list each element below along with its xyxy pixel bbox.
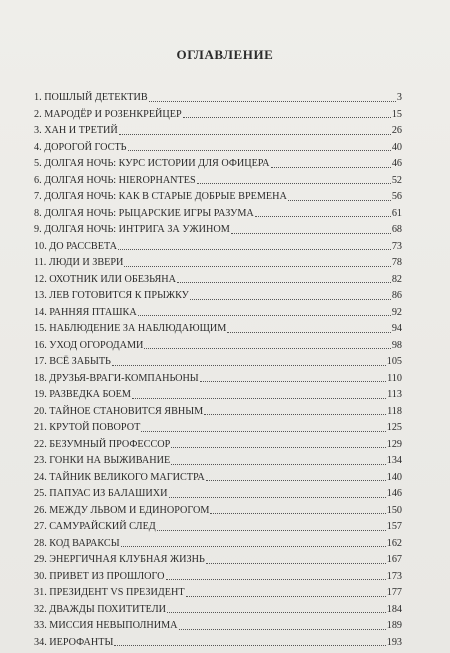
toc-entry-title: 31. ПРЕЗИДЕНТ VS ПРЕЗИДЕНТ	[34, 587, 185, 598]
toc-entry	[34, 569, 402, 586]
toc-entry-page: 92	[391, 306, 402, 318]
toc-entry-page: 193	[386, 636, 402, 648]
dot-leader	[166, 579, 386, 580]
dot-leader	[171, 447, 385, 448]
dot-leader	[186, 596, 386, 597]
toc-entry-page: 73	[391, 240, 402, 252]
toc-entry	[34, 552, 402, 569]
dot-leader	[227, 332, 391, 333]
toc-entry-page: 26	[391, 125, 402, 136]
toc-entry	[34, 503, 402, 520]
toc-entry-page: 140	[386, 471, 402, 483]
dot-leader	[271, 167, 391, 168]
toc-entry	[34, 239, 402, 256]
toc-entry-page: 173	[386, 570, 402, 582]
toc-entry-page: 110	[387, 372, 402, 384]
toc-entry-page: 40	[391, 141, 402, 153]
dot-leader	[169, 497, 386, 498]
toc-entry-page: 94	[391, 323, 402, 334]
toc-entry-page: 162	[386, 537, 402, 549]
toc-entry-page: 118	[387, 405, 402, 417]
toc-entry-page: 105	[386, 356, 402, 367]
toc-entry-title: 4. ДОРОГОЙ ГОСТЬ	[34, 141, 127, 153]
dot-leader	[112, 365, 386, 366]
dot-leader	[138, 315, 391, 316]
toc-entry-title: 27. САМУРАЙСКИЙ СЛЕД	[34, 521, 156, 532]
toc-entry-title: 10. ДО РАССВЕТА	[34, 240, 118, 252]
toc-entry-title: 12. ОХОТНИК ИЛИ ОБЕЗЬЯНА	[34, 273, 176, 285]
toc-entry	[34, 338, 402, 355]
toc-entry-page: 82	[391, 273, 402, 285]
toc-entry-title: 21. КРУТОЙ ПОВОРОТ	[34, 422, 141, 433]
toc-entry	[34, 173, 402, 190]
toc-entry	[34, 305, 402, 322]
toc-entry-title: 23. ГОНКИ НА ВЫЖИВАНИЕ	[34, 455, 171, 466]
toc-entry	[34, 321, 402, 338]
toc-entry-page: 146	[386, 488, 402, 499]
toc-entry	[34, 90, 402, 107]
toc-entry	[34, 107, 402, 124]
toc-entry	[34, 140, 402, 157]
toc-entry-title: 9. ДОЛГАЯ НОЧЬ: ИНТРИГА ЗА УЖИНОМ	[34, 224, 230, 235]
toc-entry	[34, 404, 402, 421]
dot-leader	[157, 530, 386, 531]
toc-entry	[34, 486, 402, 503]
toc-entry-title: 30. ПРИВЕТ ИЗ ПРОШЛОГО	[34, 570, 165, 582]
toc-entry-title: 15. НАБЛЮДЕНИЕ ЗА НАБЛЮДАЮЩИМ	[34, 323, 227, 334]
dot-leader	[204, 414, 386, 415]
toc-entry-page: 3	[396, 92, 402, 103]
toc-entry-page: 134	[386, 455, 402, 466]
toc-entry-page: 150	[386, 504, 402, 516]
dot-leader	[121, 546, 386, 547]
dot-leader	[119, 134, 391, 135]
table-of-contents	[34, 90, 402, 651]
toc-entry	[34, 602, 402, 619]
toc-entry-page: 98	[391, 339, 402, 351]
toc-entry-page: 46	[391, 158, 402, 169]
toc-entry	[34, 222, 402, 239]
toc-entry-title: 20. ТАЙНОЕ СТАНОВИТСЯ ЯВНЫМ	[34, 405, 204, 417]
toc-entry	[34, 156, 402, 173]
dot-leader	[197, 183, 391, 184]
toc-entry	[34, 453, 402, 470]
toc-entry	[34, 437, 402, 454]
dot-leader	[177, 282, 391, 283]
toc-entry-title: 11. ЛЮДИ И ЗВЕРИ	[34, 257, 124, 268]
toc-entry-title: 17. ВСЁ ЗАБЫТЬ	[34, 356, 111, 367]
toc-entry-title: 14. РАННЯЯ ПТАШКА	[34, 306, 137, 318]
toc-entry-title: 29. ЭНЕРГИЧНАЯ КЛУБНАЯ ЖИЗНЬ	[34, 554, 205, 565]
toc-entry	[34, 387, 402, 404]
toc-entry	[34, 123, 402, 140]
toc-entry-page: 61	[391, 207, 402, 219]
dot-leader	[114, 645, 385, 646]
toc-entry	[34, 519, 402, 536]
toc-entry-title: 34. ИЕРОФАНТЫ	[34, 636, 114, 648]
toc-entry-title: 32. ДВАЖДЫ ПОХИТИТЕЛИ	[34, 603, 167, 615]
dot-leader	[183, 117, 391, 118]
toc-entry-title: 2. МАРОДЁР И РОЗЕНКРЕЙЦЕР	[34, 108, 182, 120]
toc-entry-title: 6. ДОЛГАЯ НОЧЬ: HIEROPHANTES	[34, 174, 196, 186]
dot-leader	[206, 480, 386, 481]
toc-entry-page: 167	[386, 554, 402, 565]
dot-leader	[118, 249, 391, 250]
toc-entry-title: 1. ПОШЛЫЙ ДЕТЕКТИВ	[34, 92, 148, 103]
toc-entry	[34, 206, 402, 223]
toc-entry-title: 3. ХАН И ТРЕТИЙ	[34, 125, 118, 136]
toc-entry	[34, 618, 402, 635]
toc-entry-title: 18. ДРУЗЬЯ-ВРАГИ-КОМПАНЬОНЫ	[34, 372, 199, 384]
toc-entry	[34, 272, 402, 289]
toc-entry-title: 25. ПАПУАС ИЗ БАЛАШИХИ	[34, 488, 168, 499]
toc-entry-title: 19. РАЗВЕДКА БОЕМ	[34, 389, 131, 400]
toc-entry-title: 26. МЕЖДУ ЛЬВОМ И ЕДИНОРОГОМ	[34, 504, 210, 516]
dot-leader	[149, 101, 396, 102]
toc-entry-page: 86	[391, 290, 402, 301]
toc-entry-page: 56	[391, 191, 402, 202]
dot-leader	[141, 431, 385, 432]
toc-entry	[34, 288, 402, 305]
toc-entry-page: 129	[386, 438, 402, 450]
toc-entry	[34, 255, 402, 272]
toc-entry-page: 157	[386, 521, 402, 532]
toc-entry	[34, 371, 402, 388]
dot-leader	[167, 612, 386, 613]
dot-leader	[179, 629, 386, 630]
dot-leader	[132, 398, 386, 399]
toc-entry	[34, 420, 402, 437]
toc-entry	[34, 635, 402, 652]
toc-entry-page: 113	[387, 389, 402, 400]
dot-leader	[190, 299, 391, 300]
dot-leader	[171, 464, 386, 465]
toc-entry-page: 184	[386, 603, 402, 615]
toc-entry	[34, 354, 402, 371]
toc-entry-page: 52	[391, 174, 402, 186]
toc-entry-page: 15	[391, 108, 402, 120]
toc-entry-page: 125	[386, 422, 402, 433]
toc-entry	[34, 189, 402, 206]
toc-entry-title: 5. ДОЛГАЯ НОЧЬ: КУРС ИСТОРИИ ДЛЯ ОФИЦЕРА	[34, 158, 270, 169]
dot-leader	[206, 563, 386, 564]
toc-entry-title: 7. ДОЛГАЯ НОЧЬ: КАК В СТАРЫЕ ДОБРЫЕ ВРЕМЕНА	[34, 191, 287, 202]
toc-entry-title: 24. ТАЙНИК ВЕЛИКОГО МАГИСТРА	[34, 471, 205, 483]
page-title: ОГЛАВЛЕНИЕ	[176, 47, 274, 62]
dot-leader	[200, 381, 386, 382]
toc-entry-title: 28. КОД ВАРАКСЫ	[34, 537, 120, 549]
toc-entry-page: 78	[391, 257, 402, 268]
dot-leader	[288, 200, 391, 201]
toc-entry	[34, 536, 402, 553]
toc-entry	[34, 470, 402, 487]
toc-entry-page: 177	[386, 587, 402, 598]
toc-entry-title: 13. ЛЕВ ГОТОВИТСЯ К ПРЫЖКУ	[34, 290, 189, 301]
toc-entry	[34, 585, 402, 602]
toc-entry-title: 33. МИССИЯ НЕВЫПОЛНИМА	[34, 620, 178, 631]
toc-entry-title: 22. БЕЗУМНЫЙ ПРОФЕССОР	[34, 438, 171, 450]
toc-entry-title: 16. УХОД ОГОРОДАМИ	[34, 339, 144, 351]
dot-leader	[124, 266, 390, 267]
toc-entry-title: 8. ДОЛГАЯ НОЧЬ: РЫЦАРСКИЕ ИГРЫ РАЗУМА	[34, 207, 254, 219]
dot-leader	[128, 150, 391, 151]
dot-leader	[144, 348, 390, 349]
toc-entry-page: 189	[386, 620, 402, 631]
toc-entry-page: 68	[391, 224, 402, 235]
dot-leader	[255, 216, 391, 217]
dot-leader	[210, 513, 385, 514]
dot-leader	[231, 233, 391, 234]
